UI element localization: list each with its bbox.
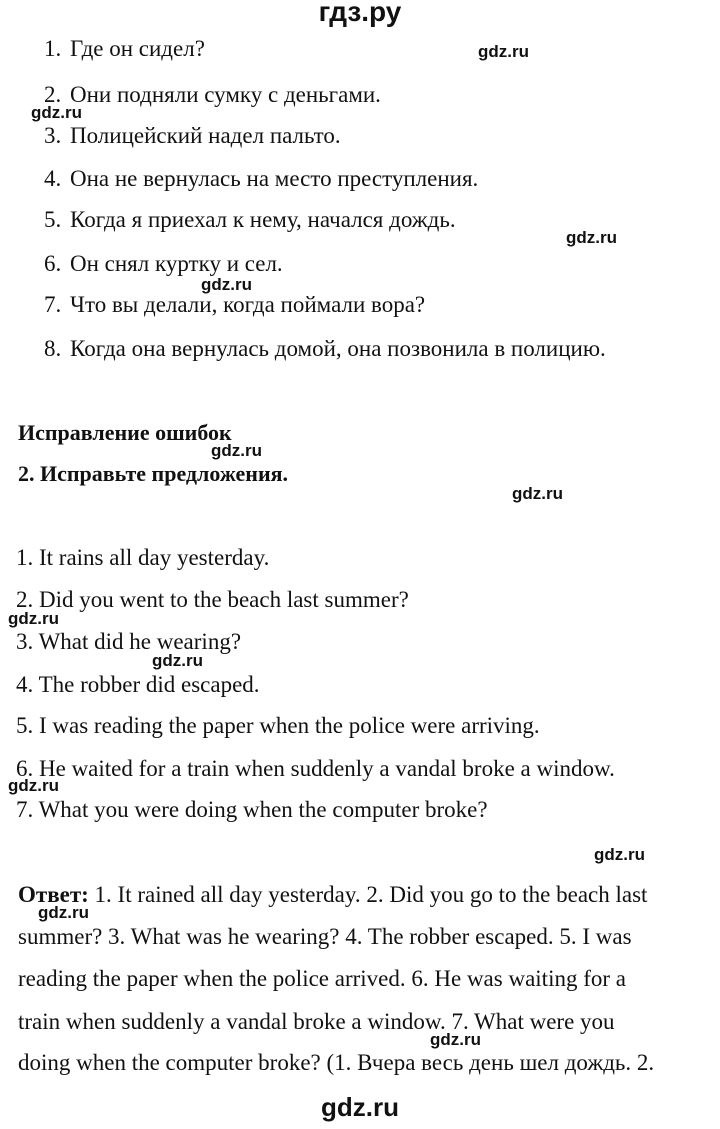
translation-item-1 — [44, 36, 205, 62]
item-text: Полицейский надел пальто. — [70, 123, 341, 148]
item-number: 3. — [44, 123, 62, 148]
translation-item-2 — [44, 82, 381, 108]
watermark: gdz.ru — [152, 651, 203, 670]
answer-line-2 — [18, 924, 632, 950]
translation-item-4 — [44, 166, 478, 192]
watermark: gdz.ru — [31, 103, 82, 122]
sentence-text: 3. What did he wearing? — [16, 629, 242, 654]
watermark: gdz.ru — [8, 609, 59, 628]
sentence-item-6 — [16, 756, 615, 782]
item-number: 7. — [44, 292, 62, 317]
sentence-text: 7. What you were doing when the computer broke? — [16, 797, 488, 822]
item-text: Когда она вернулась домой, она позвонила в полицию. — [70, 336, 606, 361]
sentence-item-4 — [16, 672, 260, 698]
sentence-item-2 — [16, 587, 409, 613]
watermark: gdz.ru — [430, 1030, 481, 1049]
answer-text: doing when the computer broke? (1. Вчера весь день шел дождь. 2. — [18, 1050, 655, 1075]
translation-item-5 — [44, 207, 456, 233]
answer-text: summer? 3. What was he wearing? 4. The robber escaped. 5. I was — [18, 924, 632, 949]
sentence-text: 1. It rains all day yesterday. — [16, 545, 270, 570]
site-footer: gdz.ru — [321, 1092, 399, 1122]
translation-item-8 — [44, 336, 606, 362]
item-text: Что вы делали, когда поймали вора? — [70, 292, 426, 317]
sentence-text: 5. I was reading the paper when the police were arriving. — [16, 713, 540, 738]
item-number: 2. — [44, 82, 62, 107]
item-text: Они подняли сумку с деньгами. — [70, 82, 381, 107]
answer-line-1 — [18, 882, 647, 908]
watermark: gdz.ru — [8, 776, 59, 795]
item-number: 1. — [44, 36, 62, 61]
watermark: gdz.ru — [38, 903, 89, 922]
answer-line-5 — [18, 1050, 654, 1076]
section-title: Исправление ошибок — [18, 420, 232, 445]
item-number: 6. — [44, 251, 62, 276]
watermark: gdz.ru — [478, 42, 529, 61]
site-header: гдз.ру — [318, 0, 402, 27]
item-number: 8. — [44, 336, 62, 361]
watermark: gdz.ru — [594, 845, 645, 864]
item-text: Когда я приехал к нему, начался дождь. — [70, 207, 456, 232]
answer-label: Ответ: — [18, 882, 89, 907]
watermark: gdz.ru — [566, 228, 617, 247]
translation-item-6 — [44, 251, 283, 277]
answer-line-4 — [18, 1009, 615, 1035]
item-text: Где он сидел? — [70, 36, 205, 61]
translation-item-3 — [44, 123, 341, 149]
sentence-item-7 — [16, 797, 488, 823]
watermark: gdz.ru — [211, 441, 262, 460]
watermark: gdz.ru — [201, 275, 252, 294]
answer-text: reading the paper when the police arrived. 6. He was waiting for a — [18, 966, 626, 991]
translation-item-7 — [44, 292, 425, 318]
item-text: Она не вернулась на место преступления. — [70, 166, 479, 191]
answer-line-3 — [18, 966, 626, 992]
answer-text: 1. It rained all day yesterday. 2. Did you go to the beach last — [88, 882, 648, 907]
task-title: 2. Исправьте предложения. — [18, 461, 289, 486]
watermark: gdz.ru — [512, 484, 563, 503]
sentence-text: 4. The robber did escaped. — [16, 672, 260, 697]
sentence-item-5 — [16, 713, 540, 739]
answer-text: train when suddenly a vandal broke a window. 7. What were you — [18, 1009, 615, 1034]
sentence-text: 6. He waited for a train when suddenly a vandal broke a window. — [16, 756, 615, 781]
item-text: Он снял куртку и сел. — [70, 251, 283, 276]
sentence-item-3 — [16, 629, 241, 655]
item-number: 4. — [44, 166, 62, 191]
item-number: 5. — [44, 207, 62, 232]
sentence-item-1 — [16, 544, 269, 571]
sentence-text: 2. Did you went to the beach last summer? — [16, 587, 409, 612]
